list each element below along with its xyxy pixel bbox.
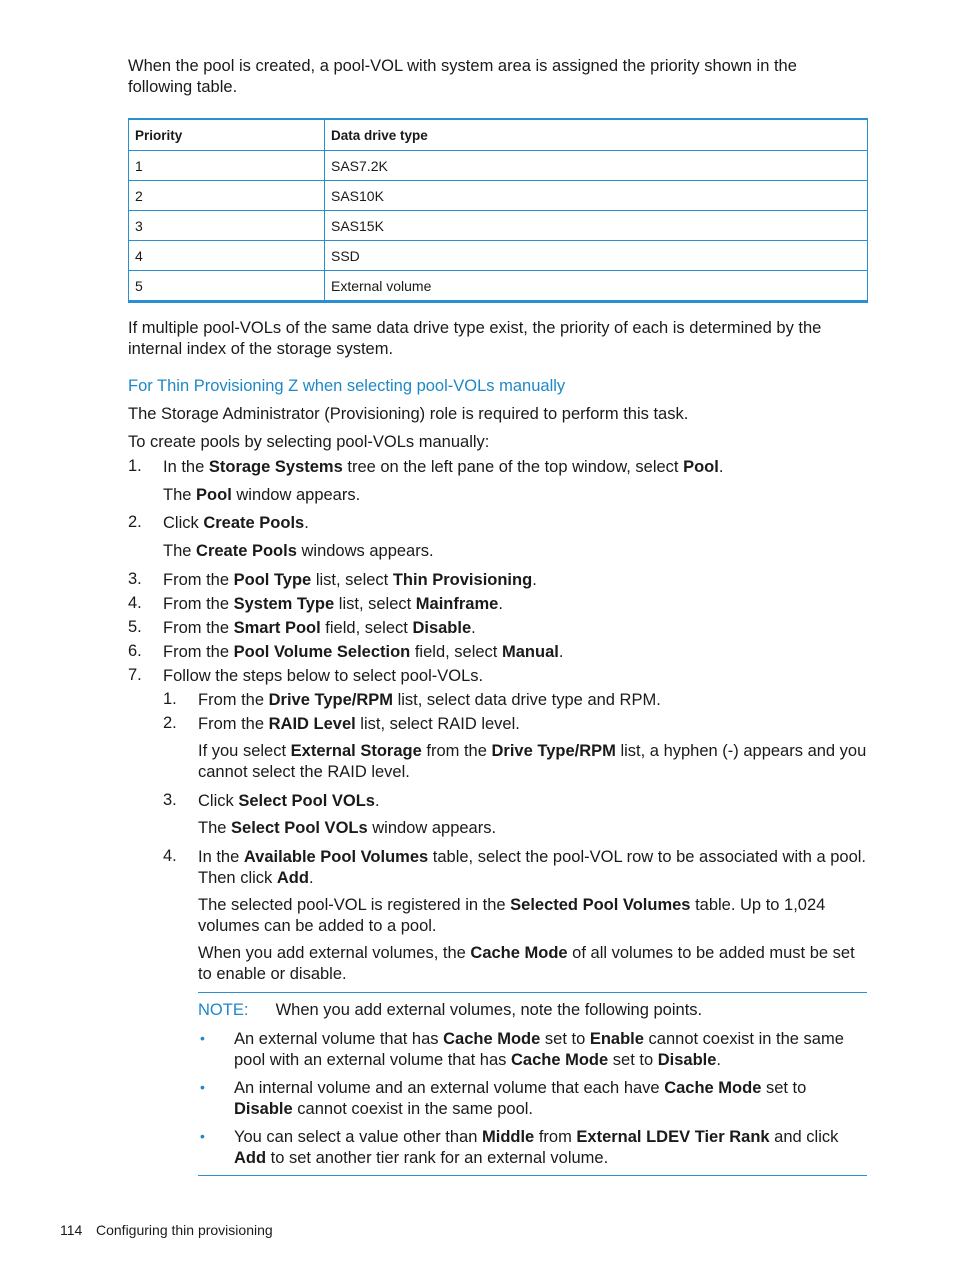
table-row bbox=[129, 241, 868, 271]
note-bullet-3: You can select a value other than Middle from External LDEV Tier Rank and click Add to set another tier rank for an external volume. bbox=[234, 1128, 839, 1167]
table-header-row bbox=[129, 119, 868, 151]
substep-4: In the Available Pool Volumes table, select the pool-VOL row to be associated with a pool. Then click Add. bbox=[198, 848, 866, 887]
note-bullet-1: An external volume that has Cache Mode set to Enable cannot coexist in the same pool with an external volume that has Cache Mode set to Disable. bbox=[234, 1030, 844, 1069]
note-text: When you add external volumes, note the following points. bbox=[275, 1001, 703, 1019]
priority-table bbox=[128, 118, 868, 303]
table-cell: SSD bbox=[325, 241, 868, 271]
substep-number: 1. bbox=[163, 690, 177, 708]
table-cell: 2 bbox=[129, 181, 325, 211]
step-number: 4. bbox=[128, 594, 142, 612]
table-cell: 3 bbox=[129, 211, 325, 241]
step-number: 3. bbox=[128, 570, 142, 588]
substep-1: From the Drive Type/RPM list, select data drive type and RPM. bbox=[198, 691, 661, 709]
table-row bbox=[129, 151, 868, 181]
intro-text: When the pool is created, a pool-VOL with system area is assigned the priority shown in the following table. bbox=[128, 57, 797, 96]
table-cell: SAS7.2K bbox=[325, 151, 868, 181]
step-4: From the System Type list, select Mainframe. bbox=[163, 595, 503, 613]
substep-3-result: The Select Pool VOLs window appears. bbox=[198, 819, 497, 837]
substep-4-paragraph-2: When you add external volumes, the Cache Mode of all volumes to be added must be set to enable or disable. bbox=[198, 944, 855, 983]
table-row bbox=[129, 271, 868, 302]
table-cell: 1 bbox=[129, 151, 325, 181]
column-header-drive-type: Data drive type bbox=[325, 119, 868, 151]
table-cell: External volume bbox=[325, 271, 868, 302]
substep-4-paragraph-1: The selected pool-VOL is registered in the Selected Pool Volumes table. Up to 1,024 volumes can be added to a pool. bbox=[198, 896, 826, 935]
page-number: 114 bbox=[60, 1222, 83, 1238]
lead-paragraph: To create pools by selecting pool-VOLs manually: bbox=[128, 433, 490, 451]
section-heading-link[interactable]: For Thin Provisioning Z when selecting pool-VOLs manually bbox=[128, 377, 566, 395]
intro-paragraph bbox=[128, 56, 858, 98]
step-3: From the Pool Type list, select Thin Provisioning. bbox=[163, 571, 537, 589]
table-cell: SAS10K bbox=[325, 181, 868, 211]
note-heading bbox=[198, 1000, 868, 1021]
after-table-paragraph: If multiple pool-VOLs of the same data drive type exist, the priority of each is determined by the internal index of the storage system. bbox=[128, 319, 822, 358]
step-7: Follow the steps below to select pool-VOLs. bbox=[163, 667, 484, 685]
table-cell: SAS15K bbox=[325, 211, 868, 241]
column-header-priority: Priority bbox=[129, 119, 325, 151]
footer-section-title: Configuring thin provisioning bbox=[96, 1222, 273, 1238]
step-2: Click Create Pools. bbox=[163, 514, 309, 532]
table-cell: 5 bbox=[129, 271, 325, 302]
step-number: 6. bbox=[128, 642, 142, 660]
step-6: From the Pool Volume Selection field, select Manual. bbox=[163, 643, 564, 661]
bullet-icon: • bbox=[200, 1079, 205, 1095]
step-number: 7. bbox=[128, 666, 142, 684]
step-number: 1. bbox=[128, 457, 142, 475]
note-bullet-2: An internal volume and an external volume that each have Cache Mode set to Disable cannot coexist in the same pool. bbox=[234, 1079, 807, 1118]
substep-2-note: If you select External Storage from the Drive Type/RPM list, a hyphen (-) appears and you cannot select the RAID level. bbox=[198, 742, 867, 781]
table-cell: 4 bbox=[129, 241, 325, 271]
substep-number: 3. bbox=[163, 791, 177, 809]
substep-2: From the RAID Level list, select RAID level. bbox=[198, 715, 520, 733]
bullet-icon: • bbox=[200, 1128, 205, 1144]
note-bottom-rule bbox=[198, 1175, 867, 1176]
note-label: NOTE: bbox=[198, 1001, 249, 1019]
substep-number: 4. bbox=[163, 847, 177, 865]
step-1: In the Storage Systems tree on the left pane of the top window, select Pool. bbox=[163, 458, 724, 476]
step-1-result: The Pool window appears. bbox=[163, 486, 361, 504]
step-number: 2. bbox=[128, 513, 142, 531]
substep-3: Click Select Pool VOLs. bbox=[198, 792, 380, 810]
step-5: From the Smart Pool field, select Disable. bbox=[163, 619, 476, 637]
substep-number: 2. bbox=[163, 714, 177, 732]
step-number: 5. bbox=[128, 618, 142, 636]
role-paragraph: The Storage Administrator (Provisioning) role is required to perform this task. bbox=[128, 405, 689, 423]
bullet-icon: • bbox=[200, 1030, 205, 1046]
table-row bbox=[129, 211, 868, 241]
step-2-result: The Create Pools windows appears. bbox=[163, 542, 434, 560]
note-top-rule bbox=[198, 992, 867, 993]
table-row bbox=[129, 181, 868, 211]
